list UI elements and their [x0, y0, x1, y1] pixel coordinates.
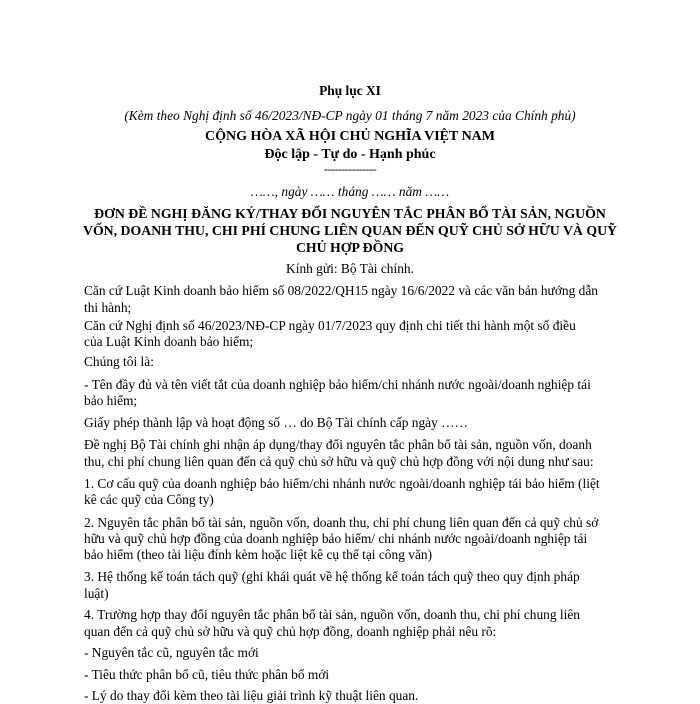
legal-basis-1-line-2: thi hành; — [84, 300, 132, 315]
appendix-subtitle: (Kèm theo Nghị định số 46/2023/NĐ-CP ngày 01 tháng 7 năm 2023 của Chính phủ) — [124, 108, 576, 123]
form-title-line-1: ĐƠN ĐỀ NGHỊ ĐĂNG KÝ/THAY ĐỔI NGUYÊN TẮC PHÂN BỔ TÀI SẢN, NGUỒN — [94, 206, 606, 221]
sub-item-3: - Lý do thay đổi kèm theo tài liệu giải trình kỹ thuật liên quan. — [84, 688, 419, 703]
date-line: ……, ngày …… tháng …… năm …… — [250, 184, 450, 199]
item-1-line-1: 1. Cơ cấu quỹ của doanh nghiệp bảo hiểm/chi nhánh nước ngoài/doanh nghiệp tái bảo hiểm (liệt — [84, 476, 600, 491]
company-name-line-2: bảo hiểm; — [84, 393, 138, 408]
request-line-2: thu, chi phí chung liên quan đến cả quỹ chủ sở hữu và quỹ chủ hợp đồng với nội dung như sau: — [84, 454, 594, 469]
nation-name: CỘNG HÒA XÃ HỘI CHỦ NGHĨA VIỆT NAM — [204, 129, 495, 144]
form-title-line-3: CHỦ HỢP ĐỒNG — [295, 240, 405, 255]
legal-basis-2-line-1: Căn cứ Nghị định số 46/2023/NĐ-CP ngày 01/7/2023 quy định chi tiết thi hành một số điều — [84, 318, 576, 333]
appendix-title: Phụ lục XI — [319, 83, 381, 98]
item-2-line-3: bảo hiểm (theo tài liệu đính kèm hoặc liệt kê cụ thể tại công văn) — [84, 547, 433, 562]
item-2-line-1: 2. Nguyên tắc phân bổ tài sản, nguồn vốn, doanh thu, chi phí chung liên quan đến cả quỹ chủ sở — [84, 515, 599, 530]
sub-item-2: - Tiêu thức phân bổ cũ, tiêu thức phân bổ mới — [84, 667, 330, 682]
license-line: Giấy phép thành lập và hoạt động số … do Bộ Tài chính cấp ngày …… — [84, 415, 468, 430]
item-1-line-2: kê các quỹ của Công ty) — [84, 492, 214, 507]
legal-basis-2-line-2: của Luật Kinh doanh bảo hiểm; — [84, 334, 254, 349]
item-2-line-2: hữu và quỹ chủ hợp đồng của doanh nghiệp bảo hiểm/ chi nhánh nước ngoài/doanh nghiệp tái — [84, 531, 588, 546]
item-4-line-1: 4. Trường hợp thay đổi nguyên tắc phân bổ tài sản, nguồn vốn, doanh thu, chi phí chung liên — [84, 607, 580, 622]
form-title-line-2: VỐN, DOANH THU, CHI PHÍ CHUNG LIÊN QUAN ĐẾN QUỸ CHỦ SỞ HỮU VÀ QUỸ — [82, 223, 618, 238]
company-name-line-1: - Tên đầy đủ và tên viết tắt của doanh nghiệp bảo hiểm/chi nhánh nước ngoài/doanh nghiệp tái — [84, 377, 591, 392]
motto: Độc lập - Tự do - Hạnh phúc — [264, 147, 436, 162]
separator-line: --------------- — [323, 162, 377, 176]
recipient-line: Kính gửi: Bộ Tài chính. — [286, 261, 414, 276]
legal-basis-1-line-1: Căn cứ Luật Kinh doanh bảo hiểm số 08/2022/QH15 ngày 16/6/2022 và các văn bản hướng dẫn — [84, 283, 598, 298]
we-are-label: Chúng tôi là: — [84, 354, 154, 369]
sub-item-1: - Nguyên tắc cũ, nguyên tắc mới — [84, 645, 259, 660]
request-line-1: Đề nghị Bộ Tài chính ghi nhận áp dụng/thay đổi nguyên tắc phân bổ tài sản, nguồn vốn, doanh — [84, 437, 592, 452]
item-3-line-1: 3. Hệ thống kế toán tách quỹ (ghi khái quát về hệ thống kế toán tách quỹ theo quy định pháp — [84, 569, 580, 584]
item-3-line-2: luật) — [84, 586, 109, 601]
item-4-line-2: quan đến cả quỹ chủ sở hữu và quỹ chủ hợp đồng, doanh nghiệp phải nêu rõ: — [84, 624, 497, 639]
